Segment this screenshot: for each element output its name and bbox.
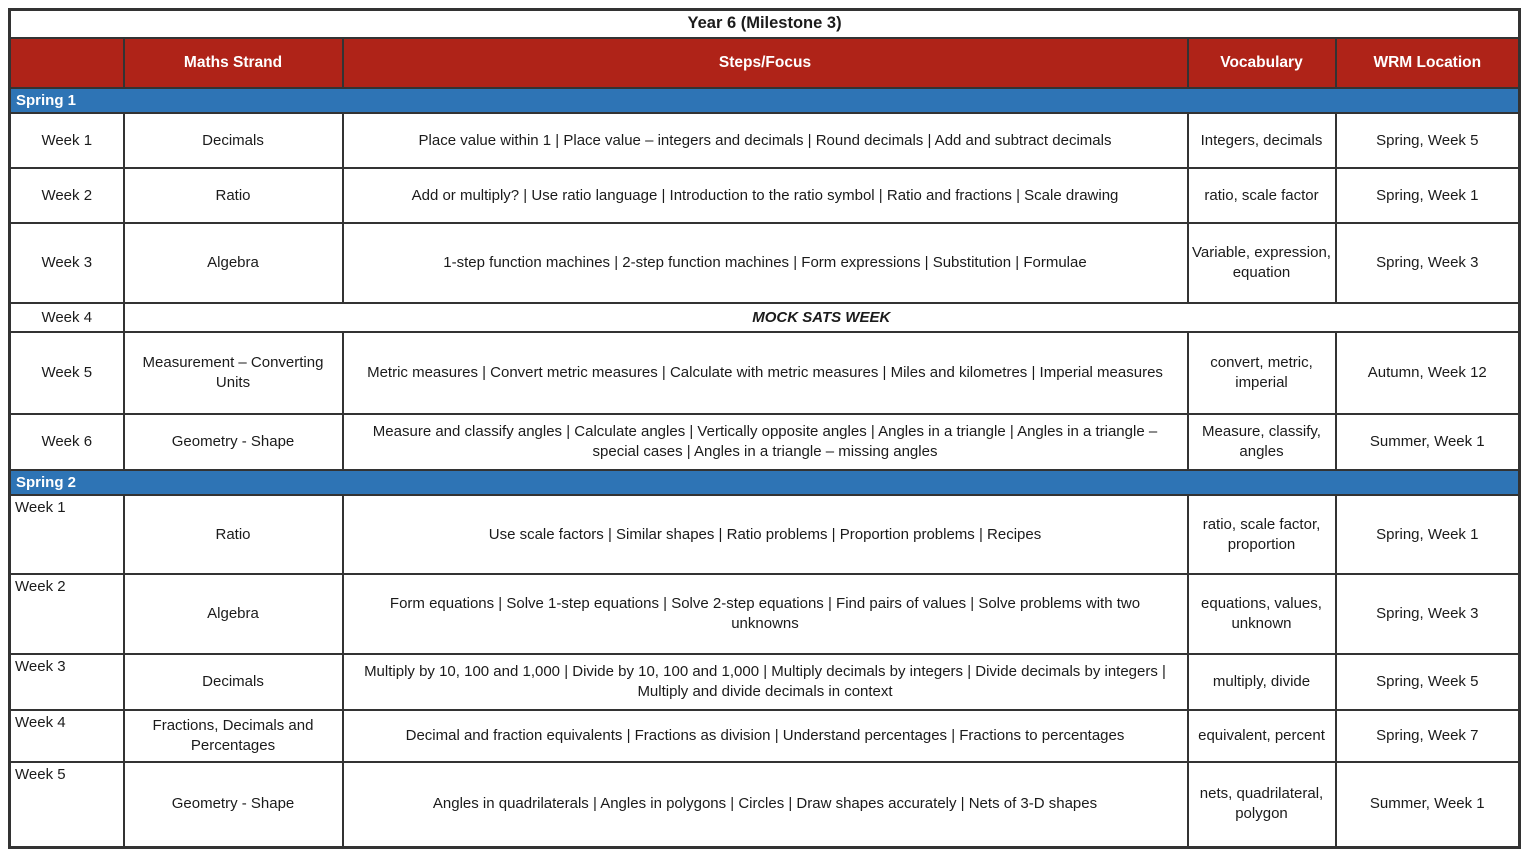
vocabulary-cell: Measure, classify, angles [1188,414,1336,470]
table-row [10,414,1520,470]
wrm-location-cell: Spring, Week 3 [1336,574,1520,654]
week-cell: Week 3 [10,654,124,710]
table-row [10,762,1520,847]
section-header-spring-2: Spring 2 [10,470,1520,495]
maths-strand-cell: Ratio [124,495,343,574]
wrm-location-cell: Summer, Week 1 [1336,414,1520,470]
week-cell: Week 4 [10,303,124,332]
mock-sats-week-cell: MOCK SATS WEEK [124,303,1520,332]
table-row [10,223,1520,303]
title-row [10,10,1520,39]
steps-focus-cell: Add or multiply? | Use ratio language | Introduction to the ratio symbol | Ratio and fractions | Scale drawing [343,168,1188,223]
wrm-location-cell: Summer, Week 1 [1336,762,1520,847]
page-title: Year 6 (Milestone 3) [10,10,1520,39]
table-row [10,332,1520,414]
wrm-location-cell: Autumn, Week 12 [1336,332,1520,414]
vocabulary-cell: ratio, scale factor, proportion [1188,495,1336,574]
vocabulary-cell: equivalent, percent [1188,710,1336,762]
week-cell: Week 1 [10,495,124,574]
week-cell: Week 2 [10,574,124,654]
wrm-location-cell: Spring, Week 1 [1336,495,1520,574]
vocabulary-cell: Integers, decimals [1188,113,1336,168]
week-cell: Week 2 [10,168,124,223]
steps-focus-cell: Multiply by 10, 100 and 1,000 | Divide by 10, 100 and 1,000 | Multiply decimals by integers | Divide decimals by integers | Multiply and divide decimals in context [343,654,1188,710]
vocabulary-cell: ratio, scale factor [1188,168,1336,223]
maths-strand-cell: Fractions, Decimals and Percentages [124,710,343,762]
column-header-row [10,38,1520,88]
section-header-spring-1: Spring 1 [10,88,1520,113]
table-row [10,495,1520,574]
column-header-week [10,38,124,88]
vocabulary-cell: equations, values, unknown [1188,574,1336,654]
steps-focus-cell: Place value within 1 | Place value – integers and decimals | Round decimals | Add and subtract decimals [343,113,1188,168]
steps-focus-cell: Measure and classify angles | Calculate angles | Vertically opposite angles | Angles in a triangle | Angles in a triangle – special cases | Angles in a triangle – missing angles [343,414,1188,470]
week-cell: Week 5 [10,762,124,847]
vocabulary-cell: nets, quadrilateral, polygon [1188,762,1336,847]
week-cell: Week 5 [10,332,124,414]
column-header-maths-strand: Maths Strand [124,38,343,88]
curriculum-table [8,8,1521,849]
maths-strand-cell: Geometry - Shape [124,762,343,847]
table-row [10,574,1520,654]
maths-strand-cell: Ratio [124,168,343,223]
wrm-location-cell: Spring, Week 3 [1336,223,1520,303]
steps-focus-cell: Form equations | Solve 1-step equations | Solve 2-step equations | Find pairs of values | Solve problems with two unknowns [343,574,1188,654]
table-row [10,303,1520,332]
table-row [10,168,1520,223]
section-row [10,470,1520,495]
vocabulary-cell: convert, metric, imperial [1188,332,1336,414]
maths-strand-cell: Algebra [124,574,343,654]
vocabulary-cell: multiply, divide [1188,654,1336,710]
table-row [10,710,1520,762]
steps-focus-cell: 1-step function machines | 2-step function machines | Form expressions | Substitution | Formulae [343,223,1188,303]
wrm-location-cell: Spring, Week 1 [1336,168,1520,223]
table-row [10,654,1520,710]
week-cell: Week 4 [10,710,124,762]
maths-strand-cell: Measurement – Converting Units [124,332,343,414]
table-row [10,113,1520,168]
wrm-location-cell: Spring, Week 7 [1336,710,1520,762]
week-cell: Week 6 [10,414,124,470]
steps-focus-cell: Use scale factors | Similar shapes | Ratio problems | Proportion problems | Recipes [343,495,1188,574]
maths-strand-cell: Decimals [124,113,343,168]
week-cell: Week 1 [10,113,124,168]
steps-focus-cell: Metric measures | Convert metric measures | Calculate with metric measures | Miles and kilometres | Imperial measures [343,332,1188,414]
week-cell: Week 3 [10,223,124,303]
section-row [10,88,1520,113]
column-header-steps-focus: Steps/Focus [343,38,1188,88]
maths-strand-cell: Geometry - Shape [124,414,343,470]
vocabulary-cell: Variable, expression, equation [1188,223,1336,303]
wrm-location-cell: Spring, Week 5 [1336,113,1520,168]
wrm-location-cell: Spring, Week 5 [1336,654,1520,710]
maths-strand-cell: Decimals [124,654,343,710]
column-header-vocabulary: Vocabulary [1188,38,1336,88]
column-header-wrm-location: WRM Location [1336,38,1520,88]
maths-strand-cell: Algebra [124,223,343,303]
steps-focus-cell: Angles in quadrilaterals | Angles in polygons | Circles | Draw shapes accurately | Nets of 3-D shapes [343,762,1188,847]
steps-focus-cell: Decimal and fraction equivalents | Fractions as division | Understand percentages | Fractions to percentages [343,710,1188,762]
